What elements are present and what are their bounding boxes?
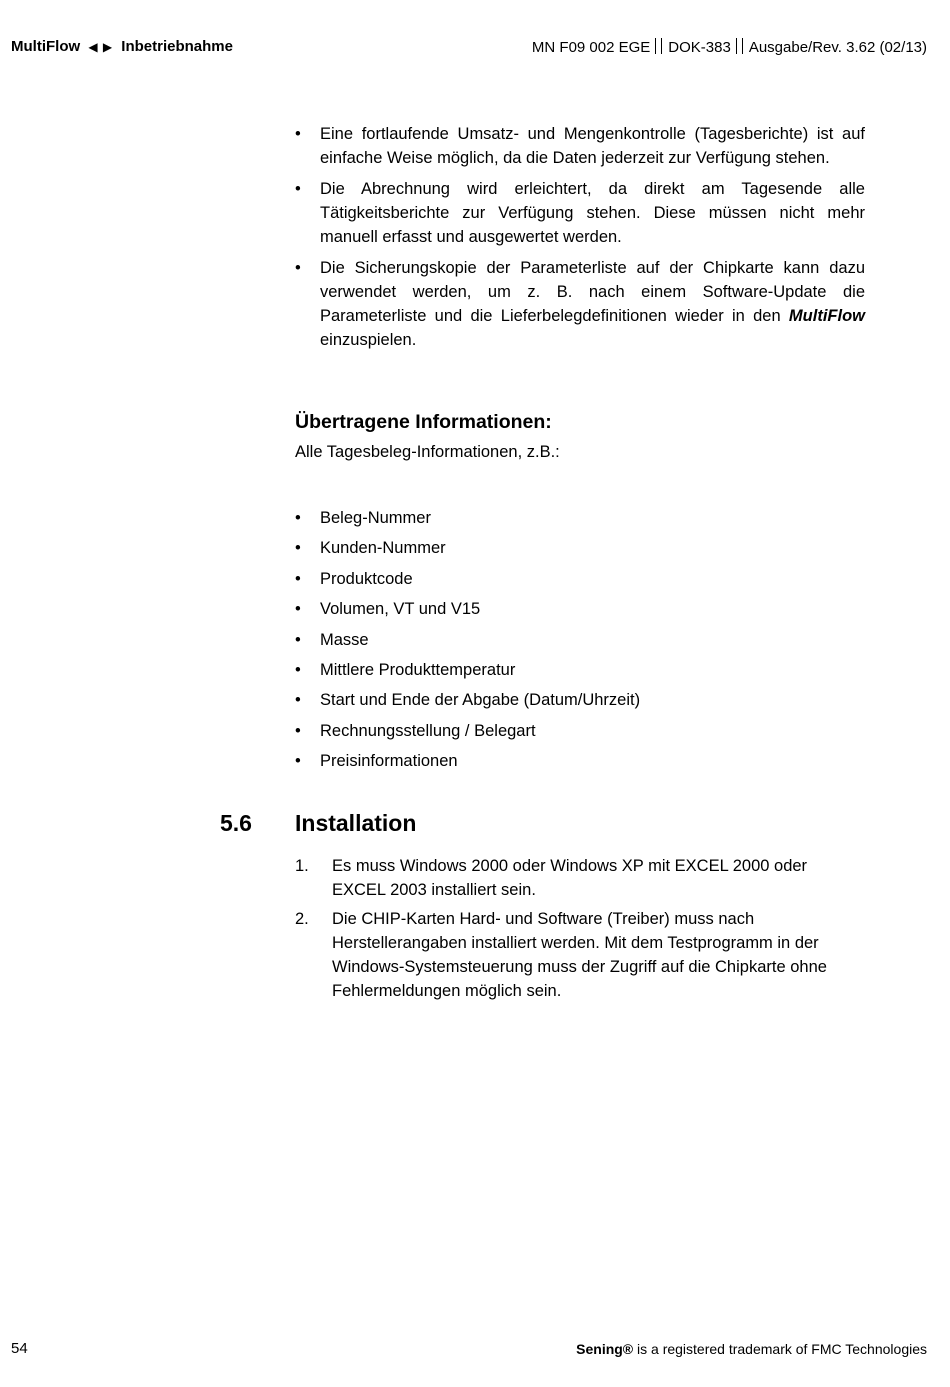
running-header-left	[11, 38, 233, 55]
bullet-icon: •	[295, 569, 301, 588]
info-item-text: Mittlere Produkttemperatur	[320, 660, 516, 679]
list-item	[295, 688, 865, 712]
bullet-icon: •	[295, 259, 301, 277]
info-item-text: Volumen, VT und V15	[320, 600, 481, 619]
nav-arrows-icon: ◀ ▶	[88, 40, 114, 54]
step-number: 2.	[295, 910, 309, 928]
chapter-name: Inbetriebnahme	[121, 38, 233, 55]
list-item	[295, 122, 865, 170]
trademark-text: is a registered trademark of FMC Technologies	[633, 1341, 927, 1357]
bullet-icon: •	[295, 721, 301, 740]
bullet-text-end: einzuspielen.	[320, 331, 417, 349]
info-intro: Alle Tagesbeleg-Informationen, z.B.:	[295, 443, 560, 461]
list-item	[295, 506, 865, 530]
page-number: 54	[11, 1340, 28, 1357]
running-header-right	[532, 38, 927, 56]
separator-icon	[655, 38, 662, 54]
bullet-icon: •	[295, 125, 301, 143]
step-number: 1.	[295, 857, 309, 875]
section-number: 5.6	[220, 810, 252, 836]
info-item-text: Preisinformationen	[320, 752, 458, 771]
info-item-text: Masse	[320, 630, 369, 649]
product-name: MultiFlow	[11, 38, 81, 55]
list-item	[295, 177, 865, 249]
section-title: Installation	[295, 810, 417, 836]
bullet-text: Die Abrechnung wird erleichtert, da direkt am Tagesende alle Tätigkeitsberichte zur Verfügung stehen. Diese müssen nicht mehr manuell erfasst und ausgewertet werden.	[320, 180, 865, 246]
list-item	[295, 256, 865, 352]
info-item-text: Start und Ende der Abgabe (Datum/Uhrzeit)	[320, 691, 641, 710]
list-item	[295, 719, 865, 743]
dok-number: DOK-383	[668, 39, 731, 56]
separator-icon	[736, 38, 743, 54]
info-item-text: Beleg-Nummer	[320, 509, 431, 527]
bullet-icon: •	[295, 630, 301, 649]
bullet-text: Eine fortlaufende Umsatz- und Mengenkontrolle (Tagesberichte) ist auf einfache Weise möglich, da die Daten jederzeit zur Verfügung stehen.	[320, 125, 865, 167]
bullet-icon: •	[295, 600, 301, 619]
list-item	[295, 854, 865, 902]
revision: Ausgabe/Rev. 3.62 (02/13)	[748, 39, 927, 56]
product-emphasis: MultiFlow	[788, 307, 865, 325]
step-text: Die CHIP-Karten Hard- und Software (Treiber) muss nach Herstellerangaben installiert werden. Mit dem Testprogramm in der Windows-Systemsteuerung muss der Zugriff auf die Chipkarte ohne Fehlermeldungen möglich sein.	[332, 910, 827, 1000]
list-item	[295, 749, 865, 773]
list-item	[295, 628, 865, 652]
list-item	[295, 907, 865, 1003]
bullet-icon: •	[295, 180, 301, 198]
installation-steps	[295, 854, 865, 1008]
bullet-icon: •	[295, 660, 301, 679]
doc-id: MN F09 002 EGE	[531, 39, 651, 56]
bullet-icon: •	[295, 539, 301, 558]
list-item	[295, 658, 865, 682]
step-text: Es muss Windows 2000 oder Windows XP mit EXCEL 2000 oder EXCEL 2003 installiert sein.	[332, 857, 808, 899]
info-item-text: Rechnungsstellung / Belegart	[320, 721, 536, 740]
list-item	[295, 567, 865, 591]
brand-name: Sening®	[576, 1341, 634, 1357]
list-item	[295, 536, 865, 560]
info-item-text: Kunden-Nummer	[320, 539, 446, 558]
bullet-icon: •	[295, 691, 301, 710]
bullet-text: Die Sicherungskopie der Parameterliste auf der Chipkarte kann dazu verwendet werden, um z. B. nach einem Software-Update die Parameterliste und die Lieferbelegdefinitionen wieder in den	[320, 259, 865, 325]
info-heading: Übertragene Informationen:	[295, 411, 552, 433]
trademark-notice	[576, 1341, 927, 1357]
info-item-text: Produktcode	[320, 569, 413, 588]
intro-bullet-list	[295, 122, 865, 359]
list-item	[295, 597, 865, 621]
info-bullet-list	[295, 506, 865, 780]
bullet-icon: •	[295, 509, 301, 527]
bullet-icon: •	[295, 752, 301, 771]
